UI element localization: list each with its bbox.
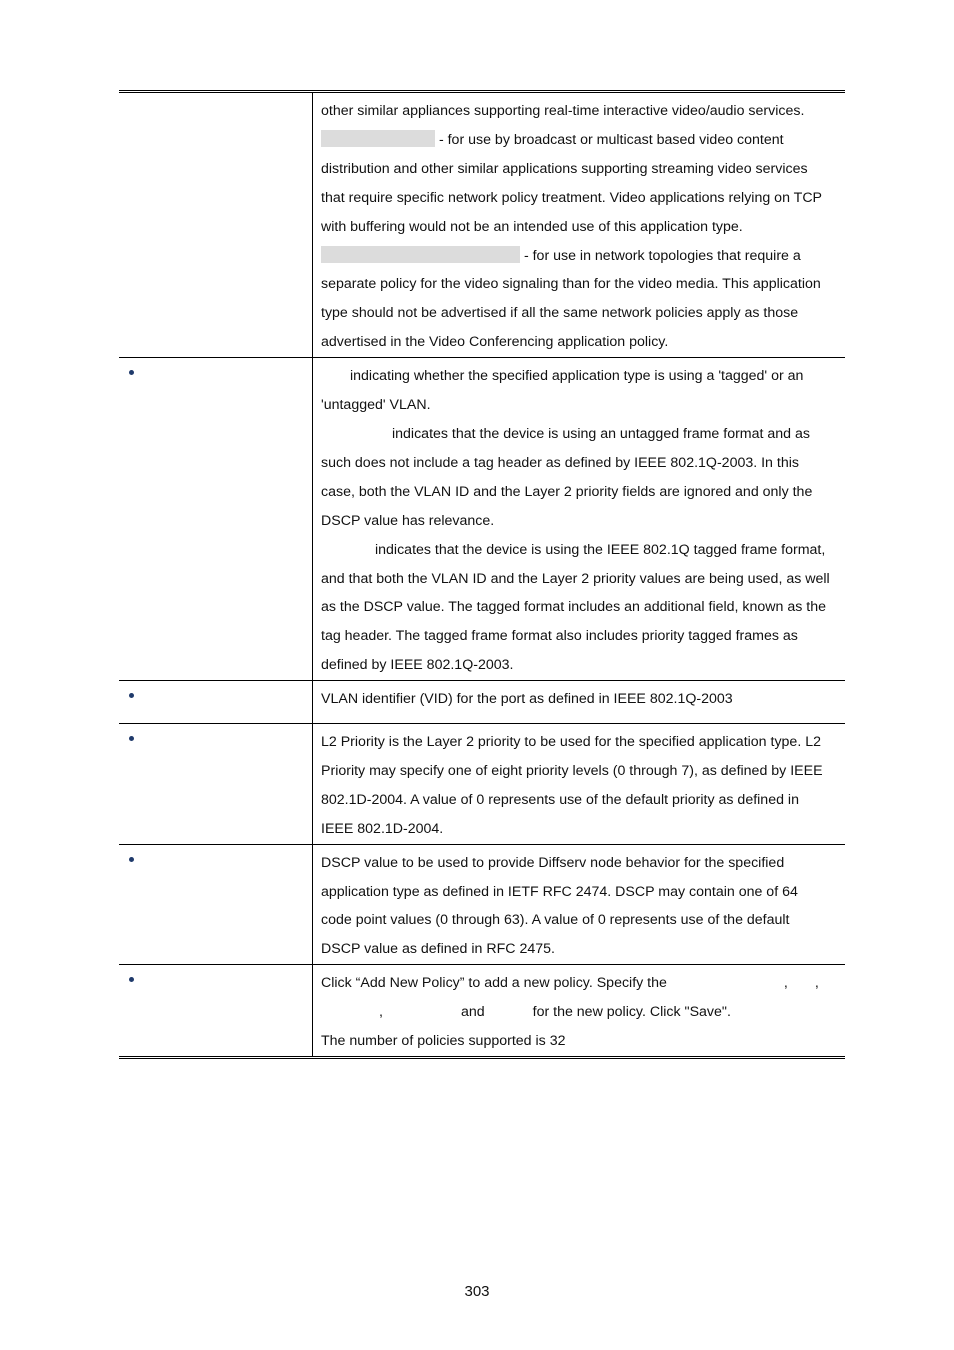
object-cell [119, 965, 313, 1056]
description-line: indicates that the device is using an untagged frame format and as [392, 425, 810, 442]
object-cell [119, 358, 313, 680]
table-row [119, 724, 845, 845]
bullet-icon [129, 857, 134, 862]
object-cell [119, 681, 313, 723]
description-cell [313, 93, 845, 357]
highlight-placeholder [321, 130, 435, 147]
description-line: The number of policies supported is 32 [321, 1033, 566, 1050]
description-line: indicating whether the specified application type is using a 'tagged' or an [350, 368, 804, 385]
description-cell [313, 845, 845, 965]
parameter-table [119, 90, 845, 1059]
description-line: other similar appliances supporting real-time interactive video/audio services. [321, 103, 805, 119]
table-row [119, 845, 845, 966]
description-line: DSCP value has relevance. [321, 512, 495, 529]
object-cell [119, 845, 313, 965]
object-cell [119, 93, 313, 357]
description-line: 802.1D-2004. A value of 0 represents use of the default priority as defined in [321, 791, 799, 808]
description-line: DSCP value to be used to provide Diffserv node behavior for the specified [321, 854, 785, 871]
description-line: Click “Add New Policy” to add a new policy. Specify the , , [321, 975, 819, 992]
description-line: and that both the VLAN ID and the Layer 2 priority values are being used, as well [321, 570, 830, 587]
description-line: application type as defined in IETF RFC 2474. DSCP may contain one of 64 [321, 883, 798, 900]
bullet-icon [129, 736, 134, 741]
description-line: such does not include a tag header as defined by IEEE 802.1Q-2003. In this [321, 454, 799, 471]
description-line: separate policy for the video signaling than for the video media. This application [321, 276, 821, 293]
description-line: indicates that the device is using the IEEE 802.1Q tagged frame format, [375, 541, 826, 558]
description-cell [313, 965, 845, 1056]
description-line: VLAN identifier (VID) for the port as defined in IEEE 802.1Q-2003 [321, 691, 733, 708]
description-cell [313, 724, 845, 844]
description-line: distribution and other similar applications supporting streaming video services [321, 160, 808, 177]
description-line: advertised in the Video Conferencing application policy. [321, 334, 669, 351]
table-row [119, 965, 845, 1056]
bullet-icon [129, 977, 134, 982]
description-line: Priority may specify one of eight priority levels (0 through 7), as defined by IEEE [321, 762, 823, 779]
description-line: case, both the VLAN ID and the Layer 2 priority fields are ignored and only the [321, 483, 813, 500]
description-line: IEEE 802.1D-2004. [321, 820, 444, 837]
description-line: - for use in network topologies that require a [321, 242, 839, 271]
description-line: - for use by broadcast or multicast based video content [321, 126, 839, 155]
description-line: that require specific network policy treatment. Video applications relying on TCP [321, 189, 823, 206]
page-number: 303 [464, 1283, 490, 1300]
description-line: tag header. The tagged frame format also includes priority tagged frames as [321, 628, 798, 645]
description-line: type should not be advertised if all the same network policies apply as those [321, 305, 799, 322]
table-row [119, 93, 845, 358]
description-cell [313, 358, 845, 680]
description-line: defined by IEEE 802.1Q-2003. [321, 657, 514, 674]
table-row [119, 358, 845, 681]
object-cell [119, 724, 313, 844]
description-cell [313, 681, 845, 723]
description-line: as the DSCP value. The tagged format includes an additional field, known as the [321, 599, 827, 616]
description-line: code point values (0 through 63). A value of 0 represents use of the default [321, 912, 790, 929]
bullet-icon [129, 370, 134, 375]
table-row [119, 681, 845, 724]
bullet-icon [129, 693, 134, 698]
description-line: L2 Priority is the Layer 2 priority to be used for the specified application type. L2 [321, 734, 821, 751]
description-line: 'untagged' VLAN. [321, 397, 431, 414]
highlight-placeholder [321, 246, 520, 263]
description-line: , and for the new policy. Click "Save". [379, 1004, 731, 1021]
description-line: with buffering would not be an intended use of this application type. [321, 218, 743, 235]
description-line: DSCP value as defined in RFC 2475. [321, 941, 555, 958]
